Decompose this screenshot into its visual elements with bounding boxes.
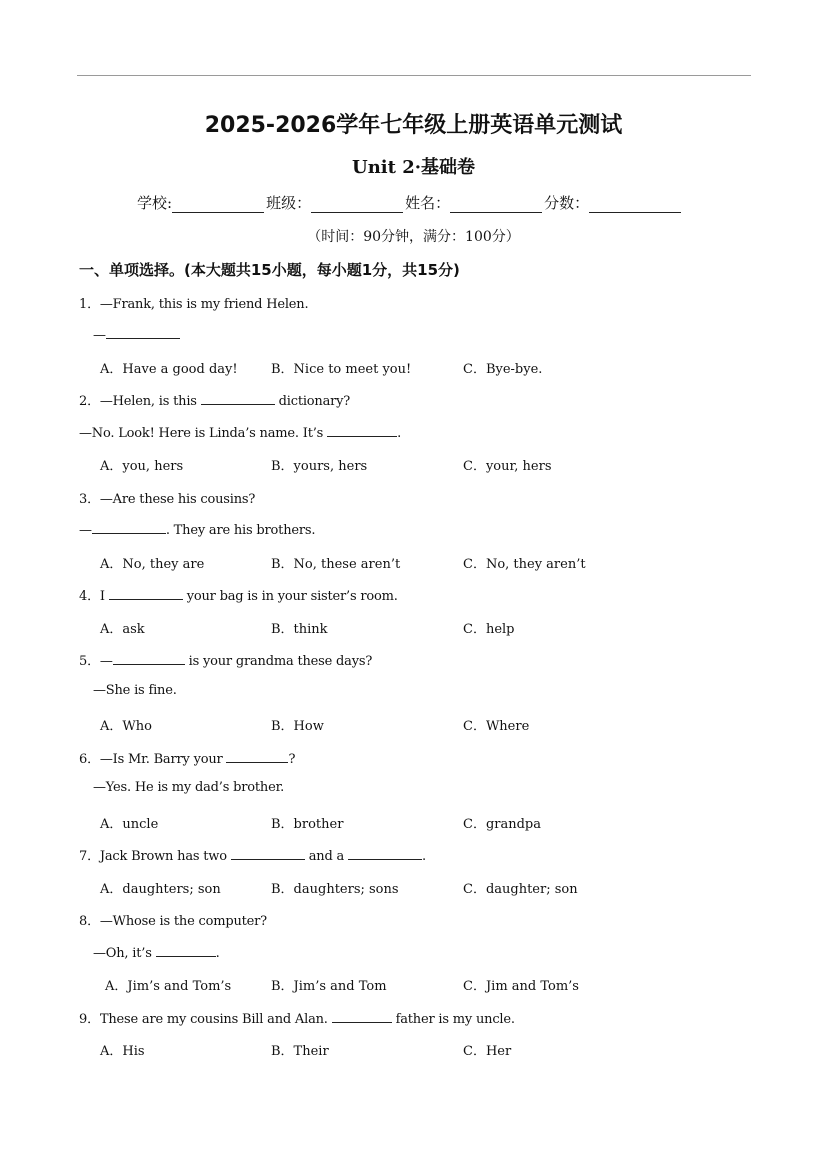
- question-9-blank[interactable]: [332, 1009, 392, 1023]
- question-5-option-b[interactable]: B．How: [271, 719, 324, 734]
- question-9-stem-before: 9．These are my cousins Bill and Alan.: [79, 1012, 328, 1027]
- question-7-option-c[interactable]: C．daughter; son: [463, 882, 578, 897]
- question-4-blank[interactable]: [109, 586, 183, 600]
- question-5-option-a[interactable]: A．Who: [100, 719, 152, 734]
- question-2-stem: [79, 390, 350, 409]
- question-3-stem: 3．—Are these his cousins?: [79, 492, 256, 507]
- question-3-option-a[interactable]: A．No, they are: [100, 557, 205, 572]
- question-5-stem-before: 5．—: [79, 654, 113, 669]
- score-label: 分数：: [544, 194, 590, 212]
- question-8-response-before: —Oh, it’s: [93, 946, 152, 961]
- question-2-blank[interactable]: [201, 391, 275, 405]
- question-7-stem-before: 7．Jack Brown has two: [79, 849, 227, 864]
- name-label: 姓名：: [405, 194, 451, 212]
- question-9-option-c[interactable]: C．Her: [463, 1044, 512, 1059]
- question-2-response-blank[interactable]: [327, 423, 397, 437]
- question-4-option-a[interactable]: A．ask: [100, 622, 145, 637]
- question-4-option-b[interactable]: B．think: [271, 622, 328, 637]
- question-8-response: [93, 943, 220, 961]
- question-2-response: [79, 423, 401, 441]
- question-8-blank[interactable]: [156, 943, 216, 957]
- student-info-row: [137, 192, 683, 213]
- question-8-option-b[interactable]: B．Jim’s and Tom: [271, 979, 387, 994]
- question-1-blank[interactable]: [106, 325, 180, 339]
- question-1-stem: 1．—Frank, this is my friend Helen.: [79, 297, 309, 312]
- class-blank[interactable]: [311, 194, 403, 213]
- question-7-stem-middle: and a: [308, 849, 345, 864]
- name-blank[interactable]: [450, 194, 542, 213]
- question-3-response-before: —: [79, 523, 92, 538]
- time-note: （时间：90分钟，满分：100分）: [307, 229, 520, 245]
- question-4-option-c[interactable]: C．help: [463, 622, 515, 637]
- question-7-blank-1[interactable]: [231, 846, 305, 860]
- school-label: 学校:: [137, 194, 173, 212]
- question-3-option-b[interactable]: B．No, these aren’t: [271, 557, 401, 572]
- question-9-stem: [79, 1008, 515, 1027]
- question-3-option-c[interactable]: C．No, they aren’t: [463, 557, 586, 572]
- question-3-blank[interactable]: [92, 520, 166, 534]
- page-subtitle: Unit 2·基础卷: [352, 157, 475, 178]
- question-3-response-after: . They are his brothers.: [165, 523, 316, 538]
- page-title: 2025-2026学年七年级上册英语单元测试: [204, 113, 623, 138]
- question-6-option-b[interactable]: B．brother: [271, 817, 344, 832]
- question-6-stem-after: ?: [288, 752, 296, 767]
- question-4-stem-before: 4．I: [79, 589, 105, 604]
- question-9-option-a[interactable]: A．His: [100, 1044, 145, 1059]
- question-8-stem: 8．—Whose is the computer?: [79, 914, 267, 929]
- question-2-option-a[interactable]: A．you, hers: [100, 459, 184, 474]
- question-5-stem: [79, 650, 372, 669]
- question-3-response: [79, 520, 315, 538]
- school-blank[interactable]: [172, 194, 264, 213]
- question-1-option-a[interactable]: A．Have a good day!: [100, 362, 238, 377]
- score-blank[interactable]: [589, 194, 681, 213]
- question-7-stem: [79, 845, 426, 864]
- question-6-blank[interactable]: [226, 749, 288, 763]
- question-9-option-b[interactable]: B．Their: [271, 1044, 329, 1059]
- question-8-option-c[interactable]: C．Jim and Tom’s: [463, 979, 579, 994]
- question-7-stem-after: .: [422, 849, 426, 864]
- header-rule: [77, 75, 751, 76]
- section-heading: 一、单项选择。(本大题共15小题，每小题1分，共15分): [79, 261, 460, 279]
- question-6-option-a[interactable]: A．uncle: [100, 817, 159, 832]
- question-7-option-a[interactable]: A．daughters; son: [100, 882, 221, 897]
- question-2-response-after: .: [397, 426, 402, 441]
- question-5-stem-after: is your grandma these days?: [188, 654, 373, 669]
- question-6-stem: [79, 748, 295, 767]
- question-5-option-c[interactable]: C．Where: [463, 719, 530, 734]
- question-6-response: —Yes. He is my dad’s brother.: [93, 780, 285, 795]
- question-2-stem-after: dictionary?: [278, 394, 351, 409]
- question-4-stem-after: your bag is in your sister’s room.: [186, 589, 398, 604]
- question-5-response: —She is fine.: [93, 683, 177, 698]
- question-2-option-c[interactable]: C．your, hers: [463, 459, 552, 474]
- question-2-option-b[interactable]: B．yours, hers: [271, 459, 368, 474]
- question-8-response-after: .: [215, 946, 220, 961]
- question-2-stem-before: 2．—Helen, is this: [79, 394, 197, 409]
- question-6-stem-before: 6．—Is Mr. Barry your: [79, 752, 223, 767]
- question-9-stem-after: father is my uncle.: [395, 1012, 515, 1027]
- question-1-option-c[interactable]: C．Bye-bye.: [463, 362, 543, 377]
- question-4-stem: [79, 585, 398, 604]
- question-1-option-b[interactable]: B．Nice to meet you!: [271, 362, 412, 377]
- question-1-response-dash: —: [93, 328, 106, 343]
- class-label: 班级：: [266, 194, 312, 212]
- question-2-response-before: —No. Look! Here is Linda’s name. It’s: [79, 426, 324, 441]
- question-8-option-a[interactable]: A．Jim’s and Tom’s: [105, 979, 232, 994]
- question-7-blank-2[interactable]: [348, 846, 422, 860]
- question-7-option-b[interactable]: B．daughters; sons: [271, 882, 399, 897]
- question-5-blank[interactable]: [113, 651, 185, 665]
- question-6-option-c[interactable]: C．grandpa: [463, 817, 542, 832]
- question-1-response: [93, 325, 180, 343]
